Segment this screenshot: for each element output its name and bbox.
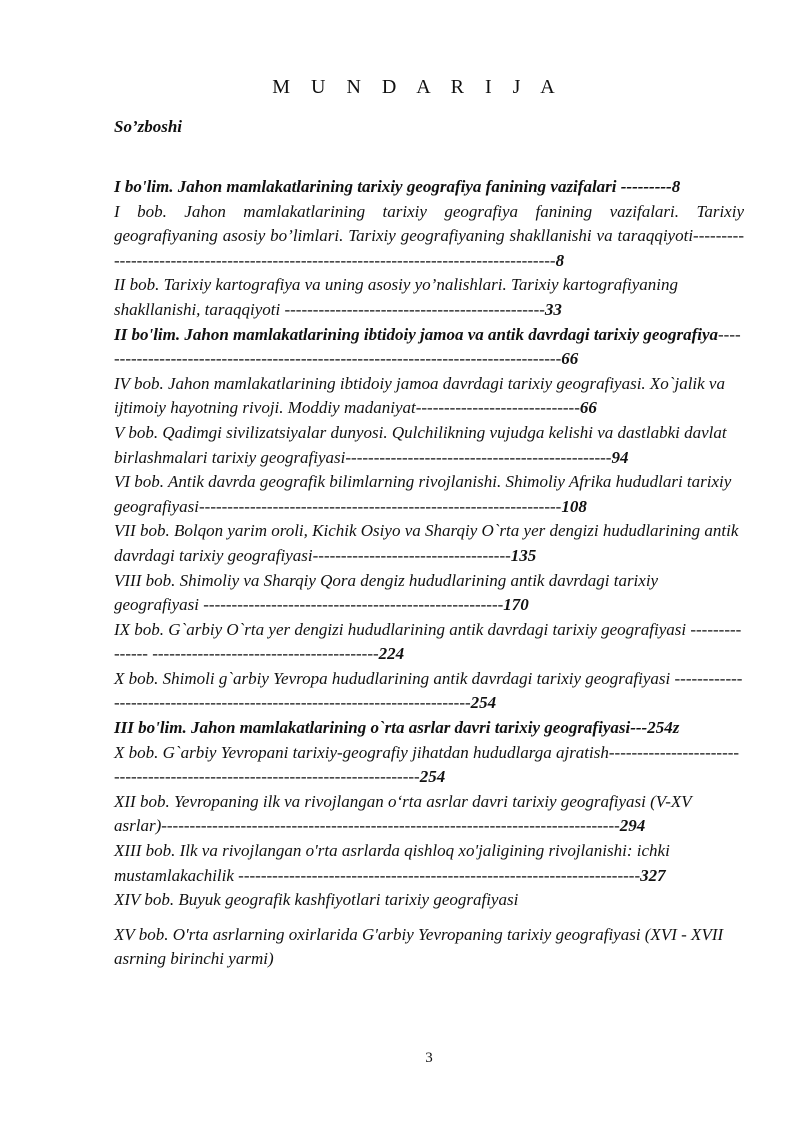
toc-part-2-text: II bo'lim. Jahon mamlakatlarining ibtidoiy jamoa va antik davrdagi tarixiy geografiya [114, 324, 719, 344]
toc-chapter-15-text: XV bob. O'rta asrlarning oxirlarida G'arbiy Yevropaning tarixiy geografiyasi (XVI - XVII asrning birinchi yarmi) [114, 924, 724, 969]
toc-chapter-5-page: 94 [611, 447, 629, 467]
toc-chapter-9 [114, 618, 744, 667]
toc-chapter-9-text: IX bob. G`arbiy O`rta yer dengizi hududlarining antik davrdagi tarixiy geografiyasi --------------- ---------------------------------------- [114, 619, 742, 664]
toc-chapter-2-text: II bob. Tarixiy kartografiya va uning asosiy yo’nalishlari. Tarixiy kartografiyaning shakllanishi, taraqqiyoti ---------------------------------------------- [114, 275, 678, 319]
toc-chapter-10 [114, 667, 744, 716]
toc-chapter-1-text: I bob. Jahon mamlakatlarining tarixiy geografiya fanining vazifalari. Tarixiy geografiyaning asosiy bo’limlari. Tarixiy geografiyaning shakllanishi va taraqqiyoti--------------------------------------------------------------------------------------- [114, 201, 744, 270]
toc-chapter-2-page: 33 [544, 299, 562, 319]
toc-chapter-14 [114, 888, 744, 913]
table-of-contents [114, 175, 744, 972]
toc-chapter-7-text: VII bob. Bolqon yarim oroli, Kichik Osiyo va Sharqiy O`rta yer dengizi hududlarining antik davrdagi tarixiy geografiyasi----------------------------------- [114, 521, 739, 565]
toc-chapter-12-text: XII bob. Yevropaning ilk va rivojlangan o‘rta asrlar davri tarixiy geografiyasi (V-XV asrlar)--------------------------------------------------------------------------------- [114, 791, 692, 836]
toc-chapter-11 [114, 741, 744, 790]
toc-chapter-6 [114, 470, 744, 519]
toc-chapter-14-text: XIV bob. Buyuk geografik kashfiyotlari tarixiy geografiyasi [114, 890, 519, 910]
toc-chapter-12 [114, 790, 744, 839]
toc-chapter-1 [114, 200, 744, 274]
toc-chapter-1-page: 8 [555, 250, 565, 270]
toc-chapter-12-page: 294 [619, 816, 646, 836]
toc-chapter-8-page: 170 [503, 595, 529, 615]
toc-chapter-4-page: 66 [579, 398, 597, 418]
toc-chapter-7 [114, 519, 744, 568]
toc-part-2 [114, 323, 744, 372]
toc-chapter-5-text: V bob. Qadimgi sivilizatsiyalar dunyosi. Qulchilikning vujudga kelishi va dastlabki davlat birlashmalari tarixiy geografiyasi----------------------------------------------- [114, 422, 727, 467]
toc-chapter-11-text: X bob. G`arbiy Yevropani tarixiy-geografiy jihatdan hududlarga ajratish----------------------------------------------------------------------------- [114, 742, 740, 787]
toc-chapter-9-page: 224 [378, 644, 405, 664]
toc-chapter-13-text: XIII bob. Ilk va rivojlangan o'rta asrlarda qishloq xo'jaligining rivojlanishi: ichki mustamlakachilik ----------------------------------------------------------------------- [114, 841, 670, 885]
toc-part-3-text: III bo'lim. Jahon mamlakatlarining o`rta asrlar davri tarixiy geografiyasi--- [114, 718, 648, 738]
toc-part-2-page: 66 [561, 349, 579, 369]
toc-chapter-10-page: 254 [470, 693, 497, 713]
toc-part-1 [114, 175, 744, 200]
page-number: 3 [425, 1050, 433, 1066]
toc-chapter-13 [114, 839, 744, 888]
toc-chapter-2 [114, 273, 744, 322]
toc-chapter-13-page: 327 [640, 865, 666, 885]
toc-part-3 [114, 716, 744, 741]
toc-part-1-text: I bo'lim. Jahon mamlakatlarining tarixiy geografiya fanining vazifalari --------- [114, 177, 672, 196]
toc-chapter-6-text: VI bob. Antik davrda geografik bilimlarning rivojlanishi. Shimoliy Afrika hududlari tarixiy geografiyasi---------------------------------------------------------------- [114, 472, 732, 516]
toc-chapter-11-page: 254 [419, 767, 446, 787]
page-title: M U N D A R I J A [272, 76, 563, 98]
toc-chapter-10-text: X bob. Shimoli g`arbiy Yevropa hududlarining antik davrdagi tarixiy geografiyasi --------------------------------------------------------------------------- [114, 668, 743, 713]
preface-heading: So’zboshi [114, 117, 183, 136]
toc-part-2-dashes: ----------------------------------------------------------------------------------- [114, 324, 741, 369]
toc-chapter-8-text: VIII bob. Shimoliy va Sharqiy Qora dengiz hududlarining antik davrdagi tarixiy geografiyasi ----------------------------------------------------- [114, 570, 659, 615]
toc-chapter-4 [114, 372, 744, 421]
toc-chapter-4-text: IV bob. Jahon mamlakatlarining ibtidoiy jamoa davrdagi tarixiy geografiyasi. Xo`jalik va ijtimoiy hayotning rivoji. Moddiy madaniyat----------------------------- [114, 373, 725, 418]
toc-part-1-page: 8 [671, 177, 681, 196]
toc-chapter-7-page: 135 [510, 545, 537, 565]
toc-chapter-15 [114, 923, 744, 972]
toc-part-3-page: 254z [647, 718, 680, 738]
toc-chapter-8 [114, 569, 744, 618]
toc-chapter-6-page: 108 [561, 496, 587, 516]
toc-chapter-5 [114, 421, 744, 470]
